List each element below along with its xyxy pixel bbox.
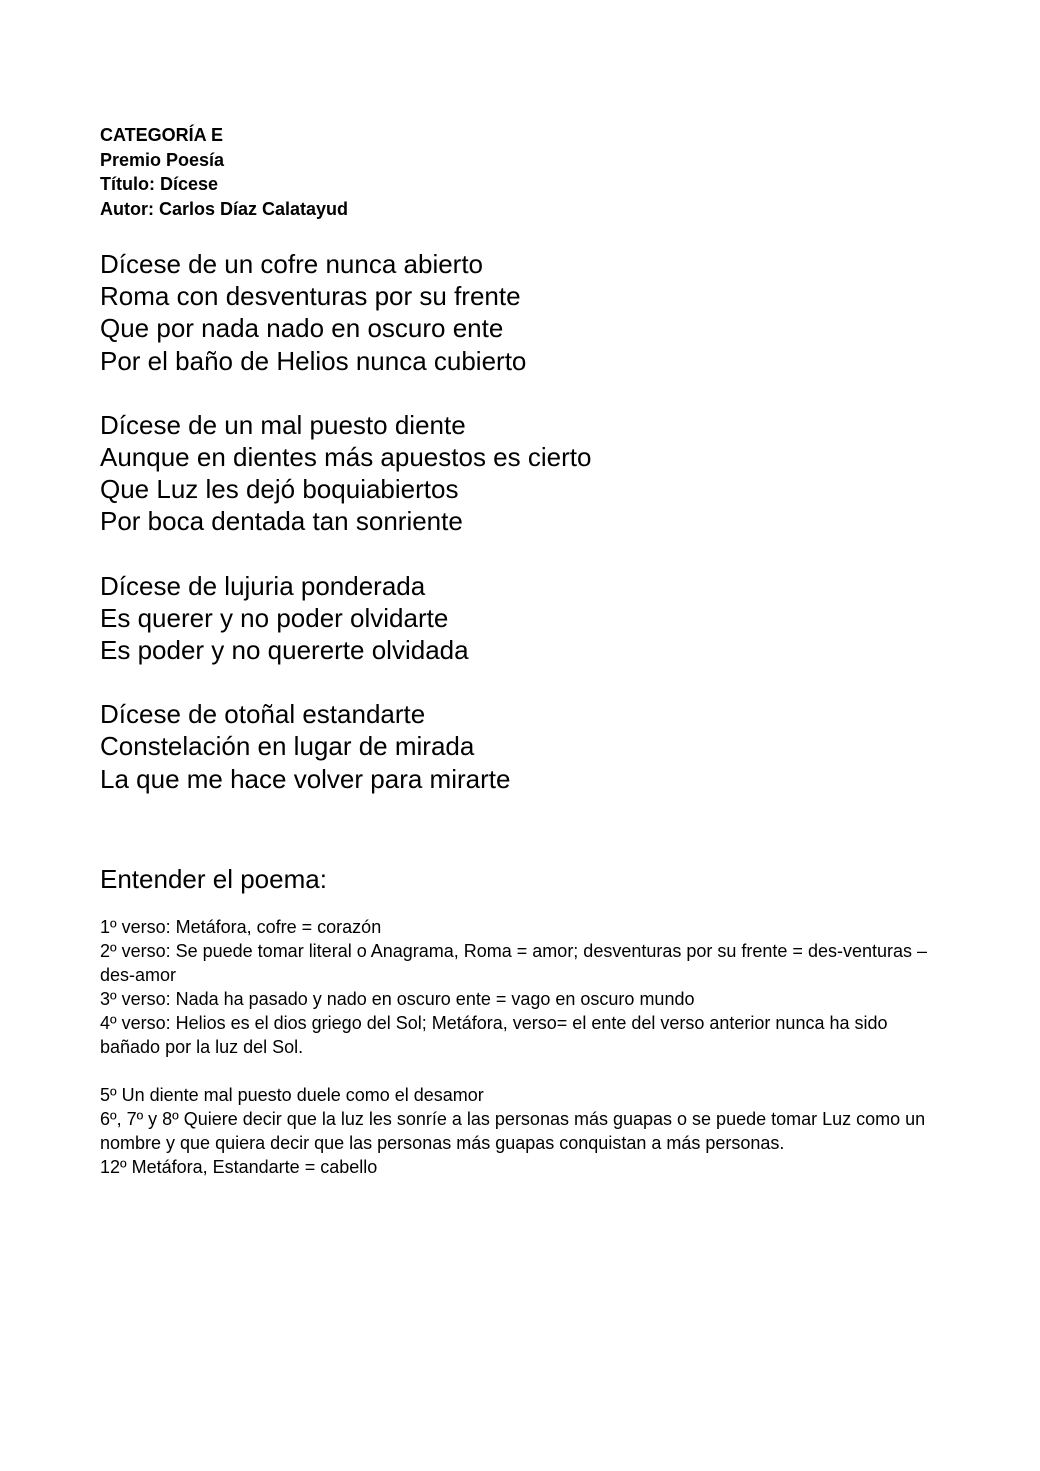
award-label: Premio Poesía: [100, 149, 225, 170]
verse-line: Dícese de otoñal estandarte: [100, 699, 426, 730]
verse-line: Por boca dentada tan sonriente: [100, 506, 463, 537]
explanation-title: Entender el poema:: [100, 863, 327, 894]
poem: [100, 248, 950, 795]
verse-line: Que Luz les dejó boquiabiertos: [100, 474, 459, 505]
header-block: [100, 123, 950, 221]
note-item: 1º verso: Metáfora, cofre = corazón: [100, 916, 382, 937]
author-label: Autor: Carlos Díaz Calatayud: [100, 198, 349, 219]
verse-line: Dícese de un mal puesto diente: [100, 409, 466, 440]
note-item: 5º Un diente mal puesto duele como el desamor: [100, 1084, 484, 1105]
note-group-1: [100, 915, 950, 1059]
note-item: 2º verso: Se puede tomar literal o Anagrama, Roma = amor; desventuras por su frente = des-venturas – des-amor: [100, 940, 928, 985]
verse-line: Es poder y no quererte olvidada: [100, 635, 469, 666]
verse-line: Por el baño de Helios nunca cubierto: [100, 345, 527, 376]
note-item: 12º Metáfora, Estandarte = cabello: [100, 1156, 378, 1177]
verse-line: La que me hace volver para mirarte: [100, 763, 511, 794]
note-item: 6º, 7º y 8º Quiere decir que la luz les sonríe a las personas más guapas o se puede tomar Luz como un nombre y que quiera decir que las personas más guapas conquistan a más personas.: [100, 1108, 926, 1153]
verse-line: Constelación en lugar de mirada: [100, 731, 475, 762]
note-item: 3º verso: Nada ha pasado y nado en oscuro ente = vago en oscuro mundo: [100, 988, 695, 1009]
title-label: Título: Dícese: [100, 174, 219, 194]
verse-line: Dícese de un cofre nunca abierto: [100, 249, 484, 279]
note-item: 4º verso: Helios es el dios griego del Sol; Metáfora, verso= el ente del verso anterior nunca ha sido bañado por la luz del Sol.: [100, 1012, 888, 1057]
explanation-notes: [100, 915, 950, 1179]
note-group-2: [100, 1083, 950, 1179]
stanza-4: [100, 698, 950, 795]
category-label: CATEGORÍA E: [100, 125, 224, 145]
verse-line: Dícese de lujuria ponderada: [100, 570, 426, 601]
stanza-1: [100, 248, 950, 377]
verse-line: Es querer y no poder olvidarte: [100, 602, 449, 633]
document-page: [100, 123, 950, 1203]
stanza-3: [100, 570, 950, 667]
verse-line: Que por nada nado en oscuro ente: [100, 313, 504, 344]
stanza-2: [100, 409, 950, 538]
verse-line: Roma con desventuras por su frente: [100, 281, 521, 312]
verse-line: Aunque en dientes más apuestos es cierto: [100, 442, 592, 473]
